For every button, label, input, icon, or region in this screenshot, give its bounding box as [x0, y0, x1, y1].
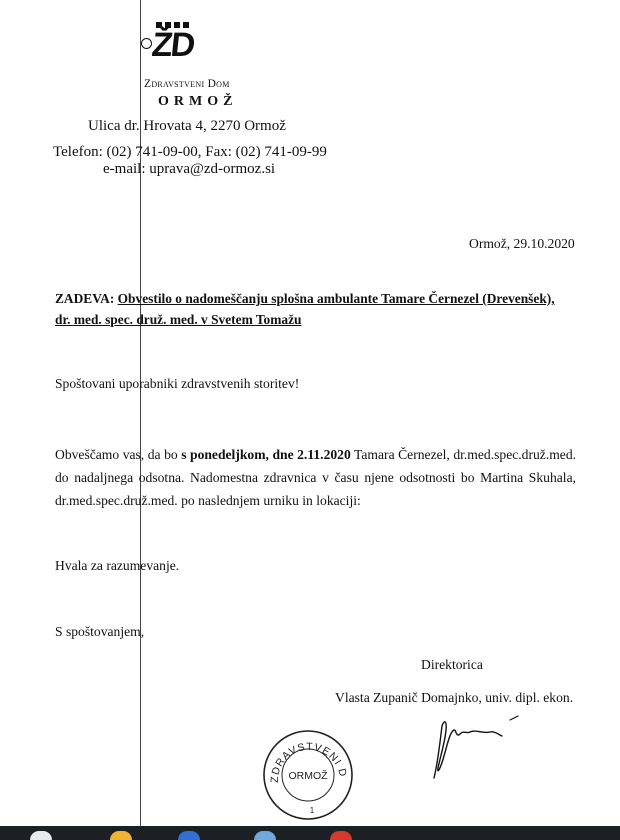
email-line: e-mail: uprava@zd-ormoz.si: [103, 161, 276, 177]
taskbar-app-icon[interactable]: [330, 831, 352, 840]
letter-date: Ormož, 29.10.2020: [469, 236, 575, 251]
stamp-number: 1: [309, 806, 315, 815]
signatory-name: Vlasta Zupanič Domajnko, univ. dipl. ekon.: [335, 690, 574, 705]
body-text-a: Obveščamo vas, da bo: [55, 447, 178, 462]
logo-name: Zdravstveni Dom: [144, 78, 230, 90]
taskbar-app-icon[interactable]: [30, 831, 52, 840]
body-date-emphasis: s ponedeljkom, dne 2.11.2020: [181, 447, 351, 462]
official-stamp: [260, 727, 356, 823]
stamp-graphic: [260, 727, 356, 823]
taskbar-app-icon[interactable]: [178, 831, 200, 840]
stamp-center: ORMOŽ: [288, 770, 328, 782]
address-line: Ulica dr. Hrovata 4, 2270 Ormož: [88, 118, 286, 134]
taskbar-strip: [0, 826, 620, 840]
taskbar-app-icon[interactable]: [254, 831, 276, 840]
handwritten-signature: [420, 712, 530, 782]
logo-circle: [141, 38, 152, 49]
subject-label: ZADEVA:: [55, 291, 115, 306]
taskbar-app-icon[interactable]: [110, 831, 132, 840]
body-paragraph: [55, 443, 576, 512]
thanks-line: Hvala za razumevanje.: [55, 558, 180, 573]
signatory-title: Direktorica: [421, 657, 483, 672]
closing-line: S spoštovanjem,: [55, 624, 145, 639]
zd-ormoz-logo: [142, 18, 242, 113]
subject-line-1: Obvestilo o nadomeščanju splošna ambulante Tamare Černezel (Drevenšek),: [117, 291, 555, 306]
phone-line: Telefon: (02) 741-09-00, Fax: (02) 741-09-99: [53, 144, 327, 160]
body-text-c: Tamara Černezel, dr.med.spec.druž.med. do nadaljnega odsotna. Nadomestna zdravnica v času njene odsotnosti bo Martina Skuhala, dr.med.spec.druž.med. po naslednjem urniku in lokaciji:: [55, 447, 577, 508]
subject-block: [55, 288, 595, 330]
stamp-ring-text: ZDRAVSTVENI D: [268, 740, 349, 784]
subject-line-2: dr. med. spec. druž. med. v Svetem Tomažu: [55, 312, 302, 327]
logo-town: ORMOŽ: [158, 94, 238, 109]
logo-mark: ŽD: [150, 26, 196, 64]
greeting: Spoštovani uporabniki zdravstvenih storitev!: [55, 376, 300, 391]
